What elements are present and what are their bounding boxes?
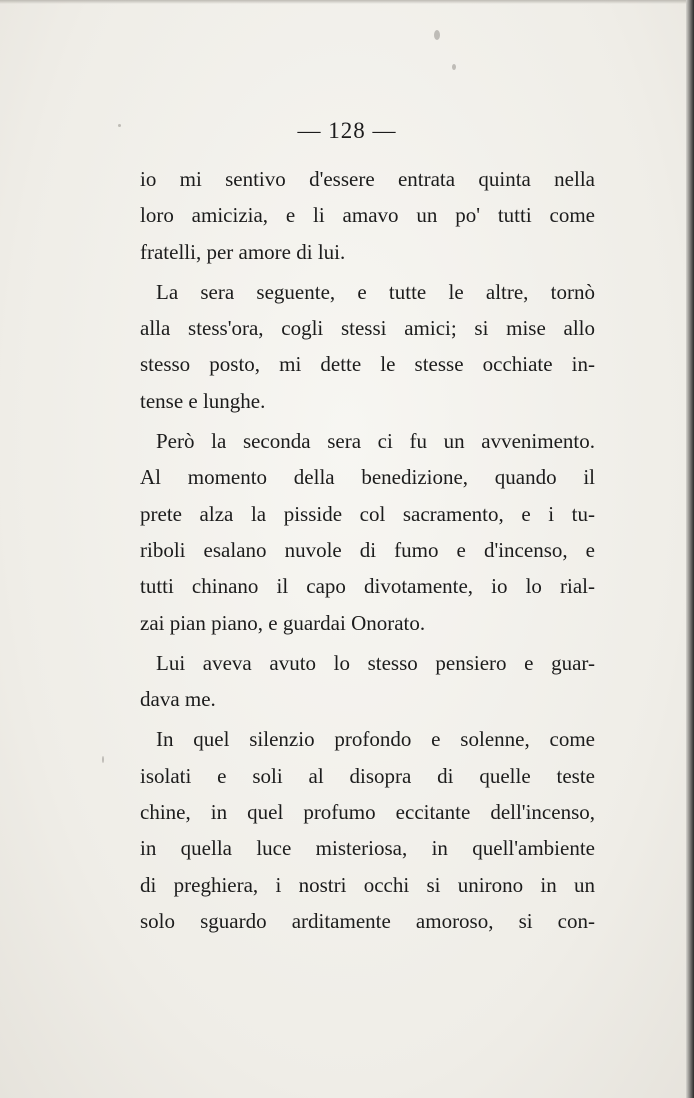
text-line: tense e lunghe. — [140, 388, 266, 413]
text-line: riboli esalano nuvole di fumo e d'incenso, e — [140, 537, 595, 562]
ink-speck — [452, 64, 456, 70]
text-line: di preghiera, i nostri occhi si unirono in un — [140, 872, 595, 897]
text-line: zai pian piano, e guardai Onorato. — [140, 610, 426, 635]
text-line: alla stess'ora, cogli stessi amici; si mise allo — [140, 316, 595, 341]
text-line: La sera seguente, e tutte le altre, tornò — [156, 279, 595, 304]
text-line: Lui aveva avuto lo stesso pensiero e guar- — [156, 650, 595, 675]
text-line: Al momento della benedizione, quando il — [140, 465, 595, 490]
text-line: Però la seconda sera ci fu un avvenimento. — [156, 429, 595, 454]
ink-speck — [434, 30, 440, 40]
text-line: solo sguardo arditamente amoroso, si con- — [140, 908, 595, 933]
text-line: In quel silenzio profondo e solenne, come — [156, 727, 595, 752]
text-line: loro amicizia, e li amavo un po' tutti come — [140, 203, 595, 228]
ink-speck — [102, 756, 104, 763]
text-line: chine, in quel profumo eccitante dell'incenso, — [140, 800, 595, 825]
page-binding-edge — [686, 0, 694, 1098]
text-line: tutti chinano il capo divotamente, io lo rial- — [140, 574, 595, 599]
text-line: prete alza la pisside col sacramento, e i tu- — [140, 501, 595, 526]
page-top-edge — [0, 0, 694, 4]
text-line: io mi sentivo d'essere entrata quinta nella — [140, 167, 595, 191]
body-text — [140, 161, 595, 939]
text-line: isolati e soli al disopra di quelle teste — [140, 763, 595, 788]
text-line: in quella luce misteriosa, in quell'ambiente — [140, 836, 595, 861]
text-line: stesso posto, mi dette le stesse occhiate in- — [140, 352, 595, 377]
text-line: fratelli, per amore di lui. — [140, 239, 346, 264]
text-line: dava me. — [140, 687, 216, 712]
page-number: — 128 — — [297, 118, 397, 143]
